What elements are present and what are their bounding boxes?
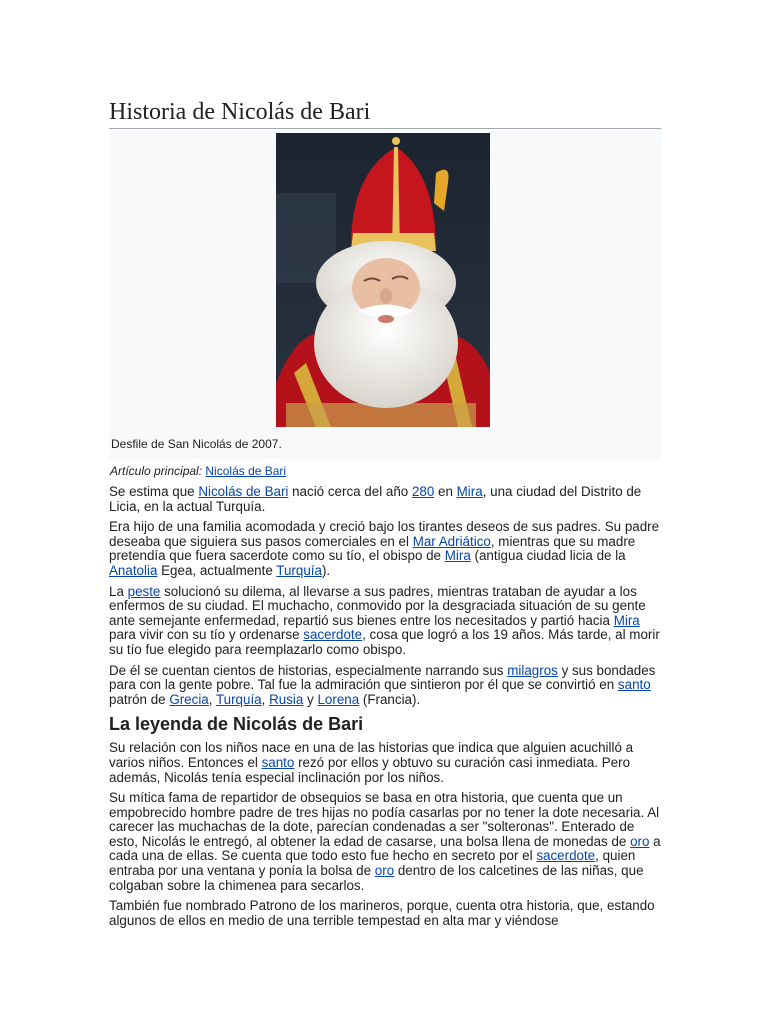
link-peste[interactable]: peste [127,583,161,599]
main-article-note [110,463,661,479]
text: (antigua ciudad licia de la [470,548,626,564]
link-turquia[interactable]: Turquía [215,691,262,707]
text: (Francia). [359,691,421,707]
paragraph-7 [109,899,661,928]
paragraph-4 [109,664,661,708]
text: , quien entraba por una ventana y ponía la bolsa de [109,848,636,879]
link-santo[interactable]: santo [261,754,295,770]
text: , una ciudad del Distrito de Licia, en la actual Turquía. [109,484,642,514]
text: y [303,691,318,707]
text: La [109,583,128,599]
text: y sus bondades para con la gente pobre. Tal fue la admiración que sintieron por él que se convirtió en [109,662,656,693]
link-mira[interactable]: Mira [444,548,471,564]
paragraph-3 [109,585,661,658]
text: ). [321,562,331,578]
text: , [208,691,216,707]
paragraph-2 [109,520,661,578]
text: rezó por ellos y obtuvo su curación casi inmediata. Pero además, Nicolás tenía especial inclinación por los niños. [109,754,631,785]
text: dentro de los calcetines de las niñas, que colgaban sobre la chimenea para secarlos. [109,863,644,893]
main-article-prefix: Artículo principal: [110,464,203,478]
saint-nicholas-photo [276,133,490,427]
text: solucionó su dilema, al llevarse a sus padres, mientras trataban de ayudar a los enfermos de su ciudad. El muchacho, conmovido por la desgraciada situación de su gente ante semejante enfermedad, repartió sus bienes entre los necesitados y partió hacia [109,583,646,628]
link-sacerdote[interactable]: sacerdote [536,848,596,864]
link-oro[interactable]: oro [630,833,650,849]
text: Su mítica fama de repartidor de obsequios se basa en otra historia, que cuenta que un empobrecido hombre padre de tres hijas no podía casarlas por no tener la dote necesaria. Al carecer las muchachas de la dote, parecían condenadas a ser "solteronas". Enterado de esto, Nicolás le entregó, al obtener la edad de casarse, una bolsa llena de monedas de [109,790,660,849]
text: De él se cuentan cientos de historias, especialmente narrando sus [109,662,508,678]
paragraph-6 [109,791,661,893]
text: nació cerca del año [288,484,412,499]
link-sacerdote[interactable]: sacerdote [303,627,363,643]
link-rusia[interactable]: Rusia [269,691,304,707]
link-turquia[interactable]: Turquía [276,562,322,578]
link-280[interactable]: 280 [411,484,435,499]
text: , cosa que logró a los 19 años. Más tarde, al morir su tío fue elegido para reemplazarlo como obispo. [109,627,660,657]
page-title: Historia de Nicolás de Bari [109,98,661,129]
text: , mientras que su madre pretendía que fuera sacerdote como su tío, el obispo de [109,533,636,564]
article [109,98,661,928]
figure [109,131,661,459]
link-mira[interactable]: Mira [456,484,483,499]
text: a cada una de ellas. Se cuenta que todo esto fue hecho en secreto por el [109,833,661,864]
main-article-link[interactable]: Nicolás de Bari [205,464,287,478]
link-nicolas-de-bari[interactable]: Nicolás de Bari [198,484,289,499]
link-anatolia[interactable]: Anatolia [109,562,158,578]
text: Era hijo de una familia acomodada y creció bajo los tirantes deseos de sus padres. Su padre deseaba que siguiera sus pasos comerciales en el [109,519,660,549]
link-mar-adriatico[interactable]: Mar Adriático [412,533,491,549]
text: para vivir con su tío y ordenarse [109,627,304,643]
text: patrón de [109,691,170,707]
text: Su relación con los niños nace en una de las historias que indica que alguien acuchilló a varios niños. Entonces el [109,740,634,770]
link-mira[interactable]: Mira [613,612,640,628]
text: También fue nombrado Patrono de los marineros, porque, cuenta otra historia, que, estando algunos de ellos en medio de una terrible tempestad en alta mar y viéndose [109,898,655,928]
link-oro[interactable]: oro [374,863,395,879]
text: Se estima que [109,484,199,499]
section-heading: La leyenda de Nicolás de Bari [109,714,364,735]
paragraph-1 [109,485,661,514]
text: , [261,691,270,707]
paragraph-5 [109,741,661,785]
link-grecia[interactable]: Grecia [169,691,209,707]
link-lorena[interactable]: Lorena [317,691,360,707]
text: en [434,484,457,499]
text: Egea, actualmente [157,562,277,578]
link-santo[interactable]: santo [617,677,651,693]
link-milagros[interactable]: milagros [507,662,558,678]
figure-caption: Desfile de San Nicolás de 2007. [111,437,282,451]
saint-nicholas-illustration [276,133,490,427]
